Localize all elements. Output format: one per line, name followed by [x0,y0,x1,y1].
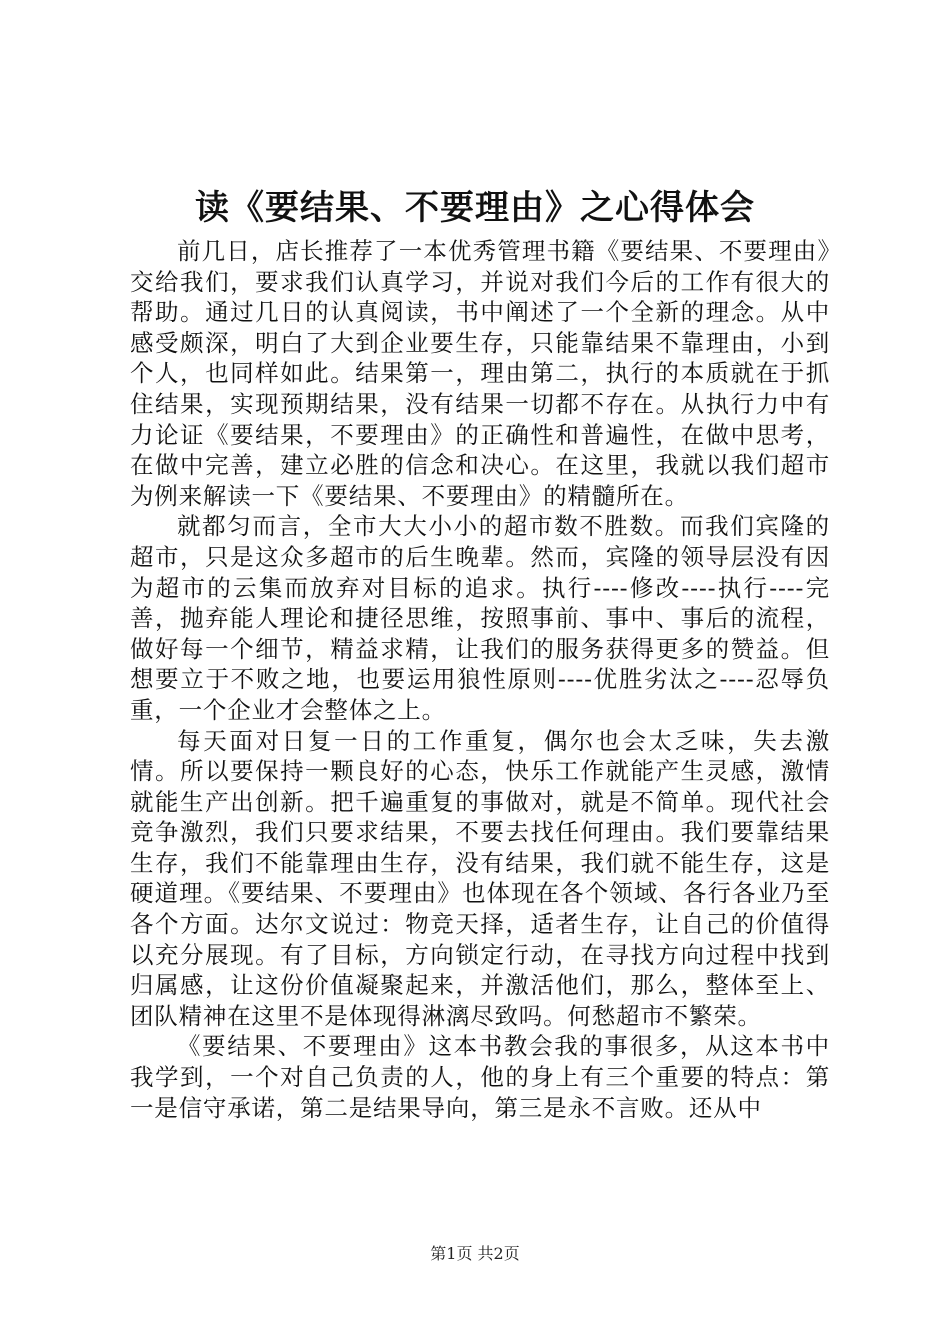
document-body [130,236,830,1123]
paragraph-1: 前几日，店长推荐了一本优秀管理书籍《要结果、不要理由》交给我们，要求我们认真学习，并说对我们今后的工作有很大的帮助。通过几日的认真阅读，书中阐述了一个全新的理念。从中感受颇深，明白了大到企业要生存，只能靠结果不靠理由，小到个人，也同样如此。结果第一，理由第二，执行的本质就在于抓住结果，实现预期结果，没有结果一切都不存在。从执行力中有力论证《要结果，不要理由》的正确性和普遍性，在做中思考，在做中完善，建立必胜的信念和决心。在这里，我就以我们超市为例来解读一下《要结果、不要理由》的精髓所在。 [130,237,830,510]
paragraph-2: 就都匀而言，全市大大小小的超市数不胜数。而我们宾隆的超市，只是这众多超市的后生晚辈。然而，宾隆的领导层没有因为超市的云集而放弃对目标的追求。执行----修改----执行----完善，抛弃能人理论和捷径思维，按照事前、事中、事后的流程，做好每一个细节，精益求精，让我们的服务获得更多的赞益。但想要立于不败之地，也要运用狼性原则----优胜劣汰之----忍辱负重，一个企业才会整体之上。 [130,512,830,724]
paragraph-3: 每天面对日复一日的工作重复，偶尔也会太乏味，失去激情。所以要保持一颗良好的心态，快乐工作就能产生灵感，激情就能生产出创新。把千遍重复的事做对，就是不简单。现代社会竞争激烈，我们只要求结果，不要去找任何理由。我们要靠结果生存，我们不能靠理由生存，没有结果，我们就不能生存，这是硬道理。《要结果、不要理由》也体现在各个领域、各行各业乃至各个方面。达尔文说过：物竞天择，适者生存，让自己的价值得以充分展现。有了目标，方向锁定行动，在寻找方向过程中找到归属感，让这份价值凝聚起来，并激活他们，那么，整体至上、团队精神在这里不是体现得淋漓尽致吗。何愁超市不繁荣。 [130,726,830,1030]
page-number-footer: 第1页 共2页 [430,1244,520,1263]
paragraph-4: 《要结果、不要理由》这本书教会我的事很多，从这本书中我学到，一个对自己负责的人，他的身上有三个重要的特点：第一是信守承诺，第二是结果导向，第三是永不言败。还从中 [130,1032,830,1122]
document-title: 读《要结果、不要理由》之心得体会 [195,188,755,228]
